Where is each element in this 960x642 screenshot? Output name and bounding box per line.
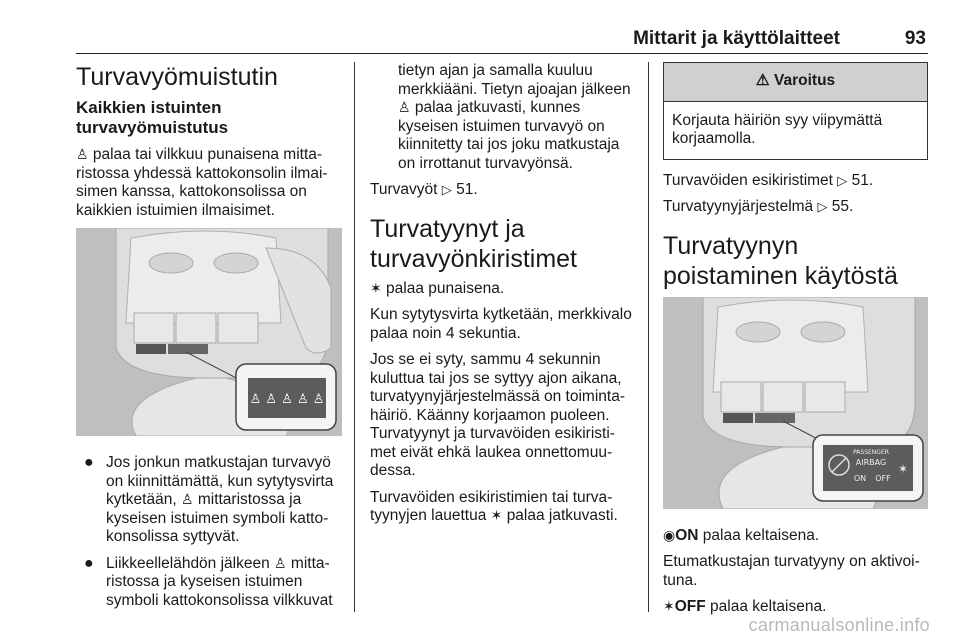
warning-text: Korjauta häiriön syy viipymättä korjaamolla. — [672, 111, 883, 147]
airbag-on-icon: ◉ — [663, 526, 676, 543]
page-ref-icon: ▷ — [441, 182, 452, 197]
switch-label-airbag: AIRBAG — [855, 457, 887, 467]
section-heading: Turvatyynyn poistaminen käytöstä — [663, 231, 898, 290]
seatbelt-icon: ♙ — [76, 146, 89, 162]
seatbelt-icon: ♙ — [398, 99, 411, 115]
paragraph: ✶ palaa punaisena. — [370, 279, 505, 297]
page-number: 93 — [904, 28, 926, 49]
page-header — [76, 20, 928, 54]
switch-label-off: OFF — [875, 473, 891, 483]
page-ref-icon: ▷ — [837, 172, 848, 188]
switch-label-on: ON — [853, 473, 867, 483]
paragraph: Turvavöiden esikiristimien tai turvatyynyjen lauettua ✶ palaa jatkuvasti. — [370, 488, 618, 524]
svg-text:♙ ♙ ♙ ♙ ♙: ♙ ♙ ♙ ♙ ♙ — [249, 392, 325, 407]
section-heading: Turvatyynyt ja turvavyönkiristimet — [370, 214, 577, 273]
switch-label-passenger: PASSENGER — [853, 448, 889, 456]
list-item: ● Jos jonkun matkustajan turvavyö on kiinnittämättä, kun sytytysvirta kytketään, ♙ mittaristossa ja kyseisen istuimen symboli kattokonsolissa syttyvät. — [84, 454, 334, 545]
paragraph: tietyn ajan ja samalla kuuluu merkkiääni. Tietyn ajoajan jälkeen ♙ palaa jatkuvasti, kunnes kyseisen istuimen turvavyö on kiinnitetty tai jos joku matkustaja on irrottanut turvavyönsä. — [398, 62, 631, 172]
column-1 — [76, 62, 342, 618]
page-ref-icon: ▷ — [817, 199, 828, 214]
paragraph: ✶OFF palaa keltaisena. — [663, 598, 827, 615]
roof-console-illustration — [76, 228, 342, 436]
roof-console-figure — [76, 228, 342, 436]
section-title: Mittarit ja käyttölaitteet — [633, 28, 840, 49]
paragraph: ◉ON palaa keltaisena. — [663, 526, 820, 544]
seatbelt-icon: ♙ — [180, 491, 194, 507]
paragraph: Kun sytytysvirta kytketään, merkkivalo palaa noin 4 sekuntia. — [370, 306, 632, 342]
svg-text:✶: ✶ — [897, 461, 909, 476]
subsection-heading: Kaikkien istuinten turvavyömuistutus — [76, 98, 229, 137]
seatbelt-icon: ♙ — [274, 554, 287, 571]
cross-reference: Turvavöiden esikiristimet ▷ 51. — [663, 171, 874, 189]
column-3 — [663, 62, 928, 625]
airbag-switch-figure — [663, 297, 928, 509]
column-divider — [354, 62, 355, 612]
list-item: ● Liikkeellelähdön jälkeen ♙ mittaristossa ja kyseisen istuimen symboli kattokonsolissa vilkkuvat — [84, 554, 333, 609]
airbag-icon: ✶ — [490, 507, 503, 523]
paragraph: Etumatkustajan turvatyyny on aktivoituna. — [663, 553, 920, 589]
paragraph: ♙ palaa tai vilkkuu punaisena mittaristossa yhdessä kattokonsolin ilmaisimen kanssa, kattokonsolissa on kaikkien istuimien ilmaisimet. — [76, 146, 328, 219]
airbag-switch-illustration — [663, 297, 928, 509]
watermark: carmanualsonline.info — [748, 615, 930, 635]
airbag-off-icon: ✶ — [663, 598, 675, 614]
column-divider — [648, 62, 649, 612]
warning-box — [663, 62, 928, 160]
cross-reference: Turvavyöt ▷ 51. — [370, 181, 478, 198]
warning-icon: ⚠ — [755, 72, 770, 89]
section-heading: Turvavyömuistutin — [76, 63, 278, 91]
airbag-icon: ✶ — [370, 279, 382, 296]
paragraph: Jos se ei syty, sammu 4 sekunnin kuluttua tai jos se syttyy ajon aikana, turvatyynyjärjestelmässä on toimintahäiriö. Käänny korjaamon puoleen. Turvatyynyt ja turvavöiden esikiristimet eivät ehkä laukea onnettomuudessa. — [370, 351, 625, 479]
column-2 — [370, 62, 635, 534]
cross-reference: Turvatyynyjärjestelmä ▷ 55. — [663, 198, 854, 215]
warning-title: Varoitus — [774, 72, 836, 89]
